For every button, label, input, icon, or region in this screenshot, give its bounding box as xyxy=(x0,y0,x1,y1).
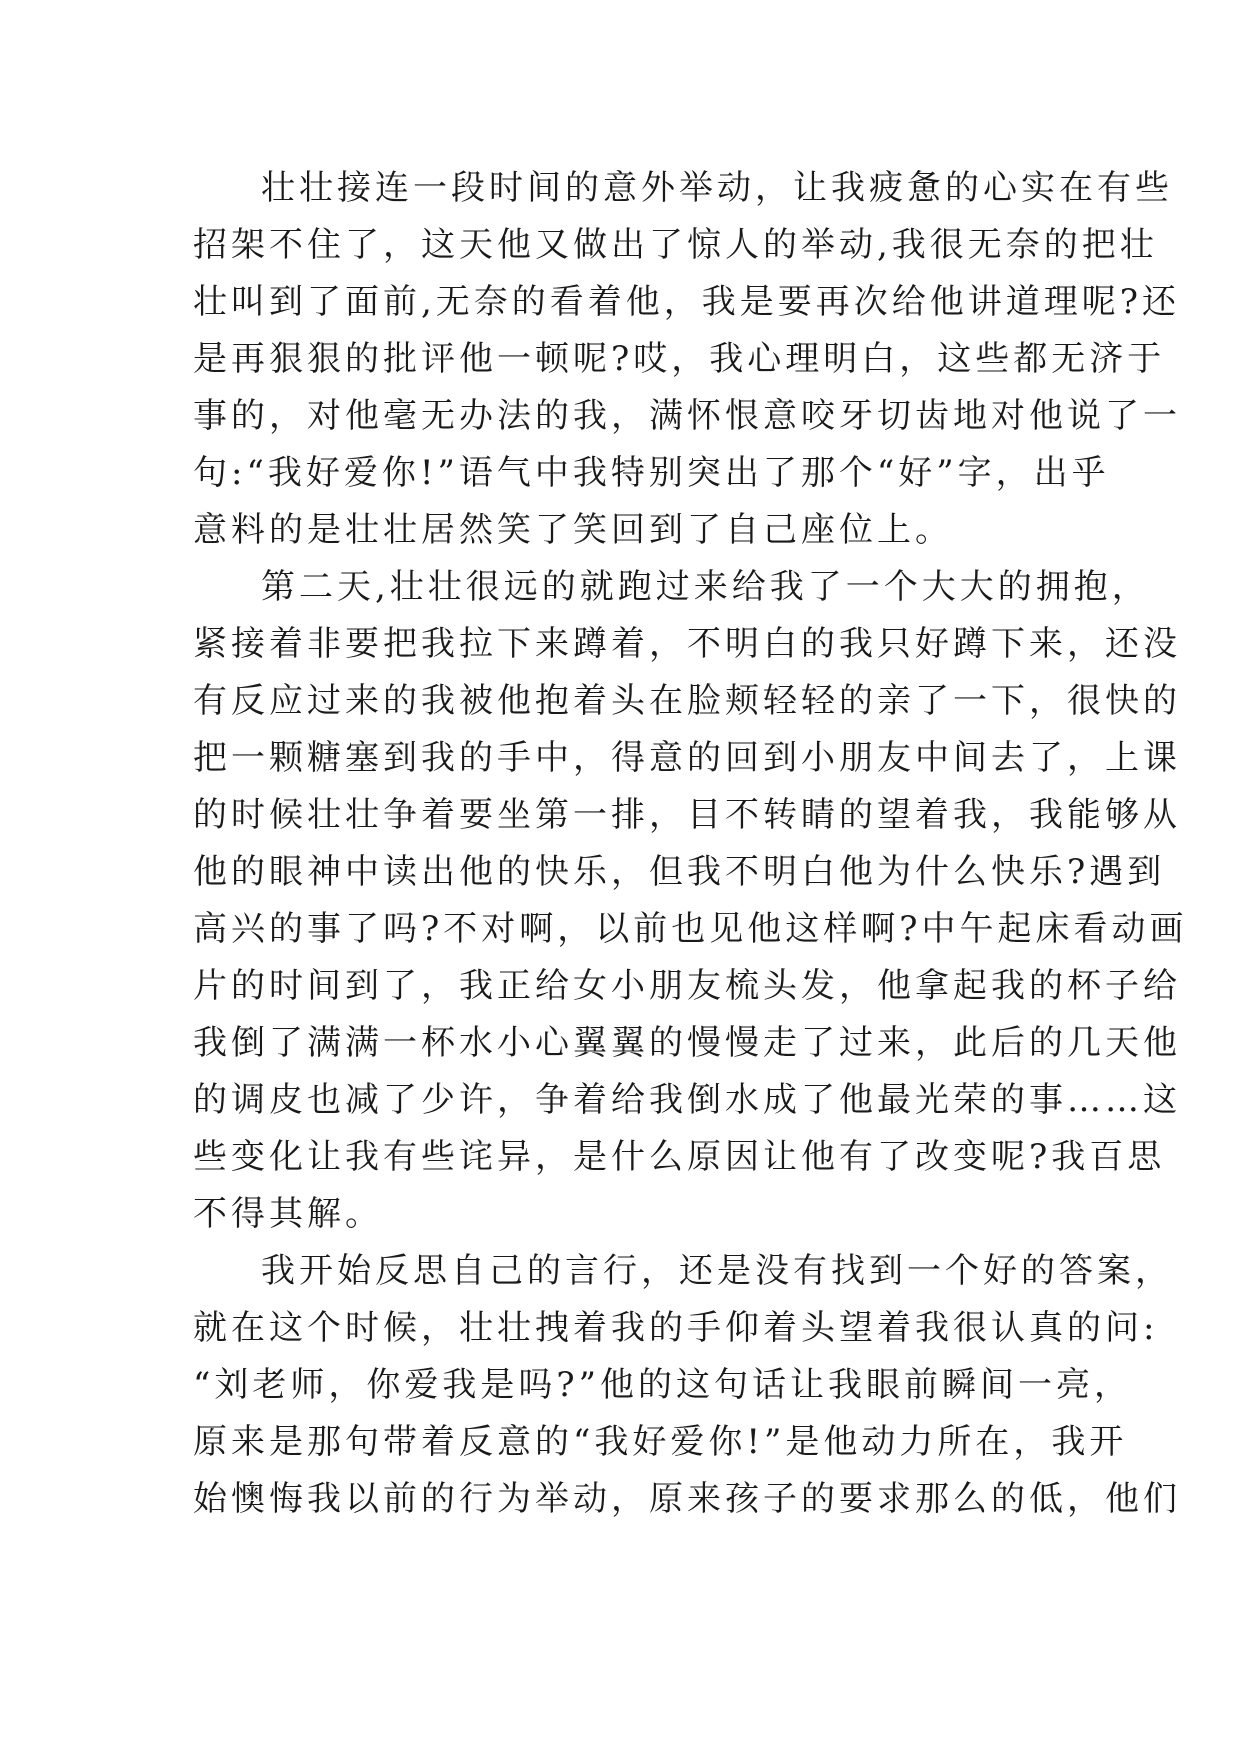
paragraph-2-line-7: 高兴的事了吗?不对啊，以前也见他这样啊?中午起床看动画 xyxy=(193,909,1188,949)
paragraph-1-line-6: 句:“我好爱你!”语气中我特别突出了那个“好”字，出乎 xyxy=(193,453,1110,493)
paragraph-2-line-2: 紧接着非要把我拉下来蹲着，不明白的我只好蹲下来，还没 xyxy=(193,624,1181,664)
paragraph-2-line-10: 的调皮也减了少许，争着给我倒水成了他最光荣的事……这 xyxy=(193,1080,1181,1120)
paragraph-1-line-3: 壮叫到了面前,无奈的看着他，我是要再次给他讲道理呢?还 xyxy=(193,282,1181,322)
paragraph-1-line-7: 意料的是壮壮居然笑了笑回到了自己座位上。 xyxy=(193,510,953,550)
paragraph-3-line-5: 始懊悔我以前的行为举动，原来孩子的要求那么的低，他们 xyxy=(193,1479,1181,1519)
paragraph-1-line-1: 壮壮接连一段时间的意外举动，让我疲惫的心实在有些 xyxy=(261,168,1173,208)
paragraph-2-line-8: 片的时间到了，我正给女小朋友梳头发，他拿起我的杯子给 xyxy=(193,966,1181,1006)
paragraph-2-line-9: 我倒了满满一杯水小心翼翼的慢慢走了过来，此后的几天他 xyxy=(193,1023,1181,1063)
paragraph-1-line-4: 是再狠狠的批评他一顿呢?哎，我心理明白，这些都无济于 xyxy=(193,339,1166,379)
paragraph-2-line-1: 第二天,壮壮很远的就跑过来给我了一个大大的拥抱， xyxy=(261,567,1150,607)
paragraph-2-line-5: 的时候壮壮争着要坐第一排，目不转睛的望着我，我能够从 xyxy=(193,795,1181,835)
paragraph-3-line-3: “刘老师，你爱我是吗?”他的这句话让我眼前瞬间一亮， xyxy=(193,1365,1132,1405)
paragraph-2-line-3: 有反应过来的我被他抱着头在脸颊轻轻的亲了一下，很快的 xyxy=(193,681,1181,721)
body-text xyxy=(193,160,1188,1528)
paragraph-1-line-5: 事的，对他毫无办法的我，满怀恨意咬牙切齿地对他说了一 xyxy=(193,396,1181,436)
paragraph-3-line-2: 就在这个时候，壮壮拽着我的手仰着头望着我很认真的问: xyxy=(193,1308,1159,1348)
paragraph-2-line-6: 他的眼神中读出他的快乐，但我不明白他为什么快乐?遇到 xyxy=(193,852,1166,892)
paragraph-3-line-1: 我开始反思自己的言行，还是没有找到一个好的答案， xyxy=(261,1251,1173,1291)
paragraph-2-line-4: 把一颗糖塞到我的手中，得意的回到小朋友中间去了，上课 xyxy=(193,738,1181,778)
paragraph-3-line-4: 原来是那句带着反意的“我好爱你!”是他动力所在，我开 xyxy=(193,1422,1128,1462)
paragraph-1-line-2: 招架不住了，这天他又做出了惊人的举动,我很无奈的把壮 xyxy=(193,225,1158,265)
paragraph-2-line-11: 些变化让我有些诧异，是什么原因让他有了改变呢?我百思 xyxy=(193,1137,1166,1177)
paragraph-2-line-12: 不得其解。 xyxy=(193,1194,383,1234)
